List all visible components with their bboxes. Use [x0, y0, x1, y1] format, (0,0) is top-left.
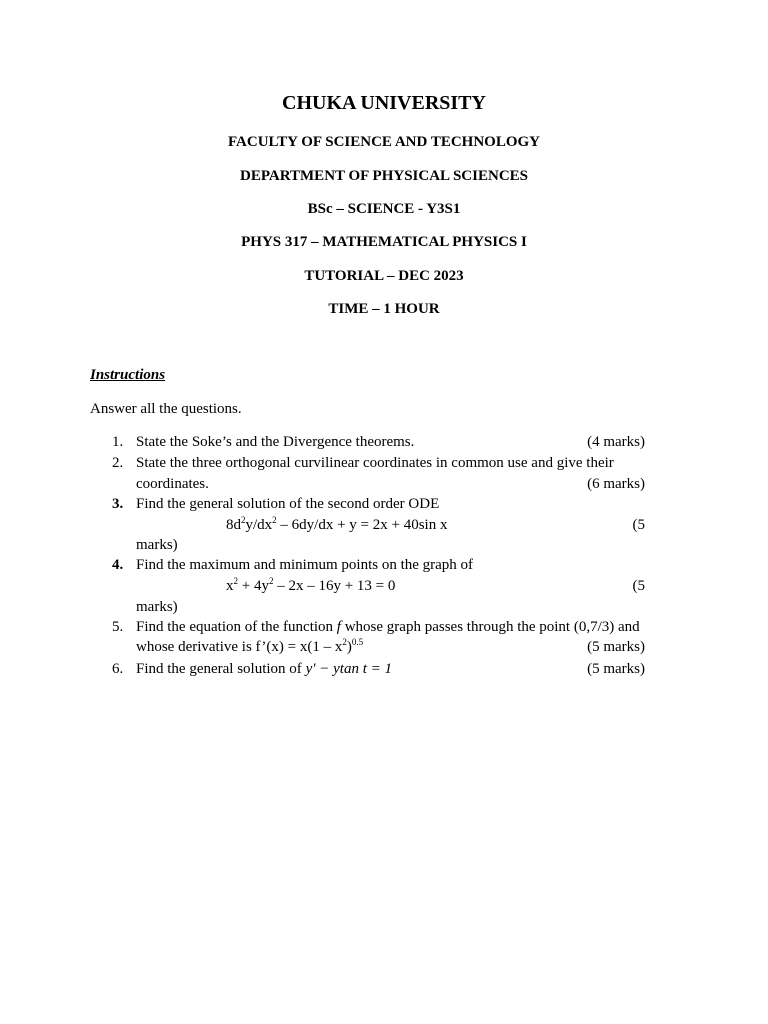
- question-text: Find the general solution of y′ − ytan t = 1: [136, 661, 392, 677]
- question-text: Find the maximum and minimum points on the graph of: [136, 557, 474, 573]
- question-text-line2: coordinates.: [136, 476, 209, 492]
- question-marks: (5 marks): [587, 661, 645, 677]
- department-heading: DEPARTMENT OF PHYSICAL SCIENCES: [240, 168, 528, 184]
- question-number: 1.: [112, 434, 124, 450]
- ode-equation: $8d^2y/dx^2 - 6dy/dx + y = 2x + 40\sin$ x: [226, 515, 448, 533]
- question-number: 5.: [112, 619, 124, 635]
- graph-equation: $x^2 + 4y^2 - 2x - 16y + 13 = 0$: [226, 576, 396, 594]
- time-heading: TIME – 1 HOUR: [328, 301, 440, 317]
- de-equation: y′ − ytan t = 1: [305, 661, 392, 677]
- instructions-heading: Instructions: [90, 367, 166, 383]
- question-number: 2.: [112, 455, 124, 471]
- question-marks: (5: [632, 517, 645, 533]
- question-number: 4.: [112, 557, 124, 573]
- question-text: Find the equation of the function f whose graph passes through the point (0,7/3) and: [136, 619, 640, 635]
- programme-heading: BSc – SCIENCE - Y3S1: [307, 201, 461, 217]
- question-marks: (5: [632, 578, 645, 594]
- question-marks: (6 marks): [587, 476, 645, 492]
- question-text: State the Soke’s and the Divergence theorems.: [136, 434, 415, 450]
- question-marks: (4 marks): [587, 434, 645, 450]
- question-text: State the three orthogonal curvilinear coordinates in common use and give their: [136, 455, 614, 471]
- question-number: 3.: [112, 496, 124, 512]
- instructions-text: Answer all the questions.: [90, 401, 242, 417]
- question-number: 6.: [112, 661, 124, 677]
- university-title: CHUKA UNIVERSITY: [282, 92, 486, 114]
- course-heading: PHYS 317 – MATHEMATICAL PHYSICS I: [241, 234, 527, 250]
- faculty-heading: FACULTY OF SCIENCE AND TECHNOLOGY: [228, 134, 540, 150]
- question-text-line2: whose derivative is f’(x) = $x(1 - x^2)^{0.5}$: [136, 637, 364, 655]
- exam-heading: TUTORIAL – DEC 2023: [304, 268, 464, 284]
- question-text: Find the general solution of the second order ODE: [136, 496, 440, 512]
- question-marks-continued: marks): [136, 599, 178, 615]
- question-marks-continued: marks): [136, 537, 178, 553]
- question-marks: (5 marks): [587, 639, 645, 655]
